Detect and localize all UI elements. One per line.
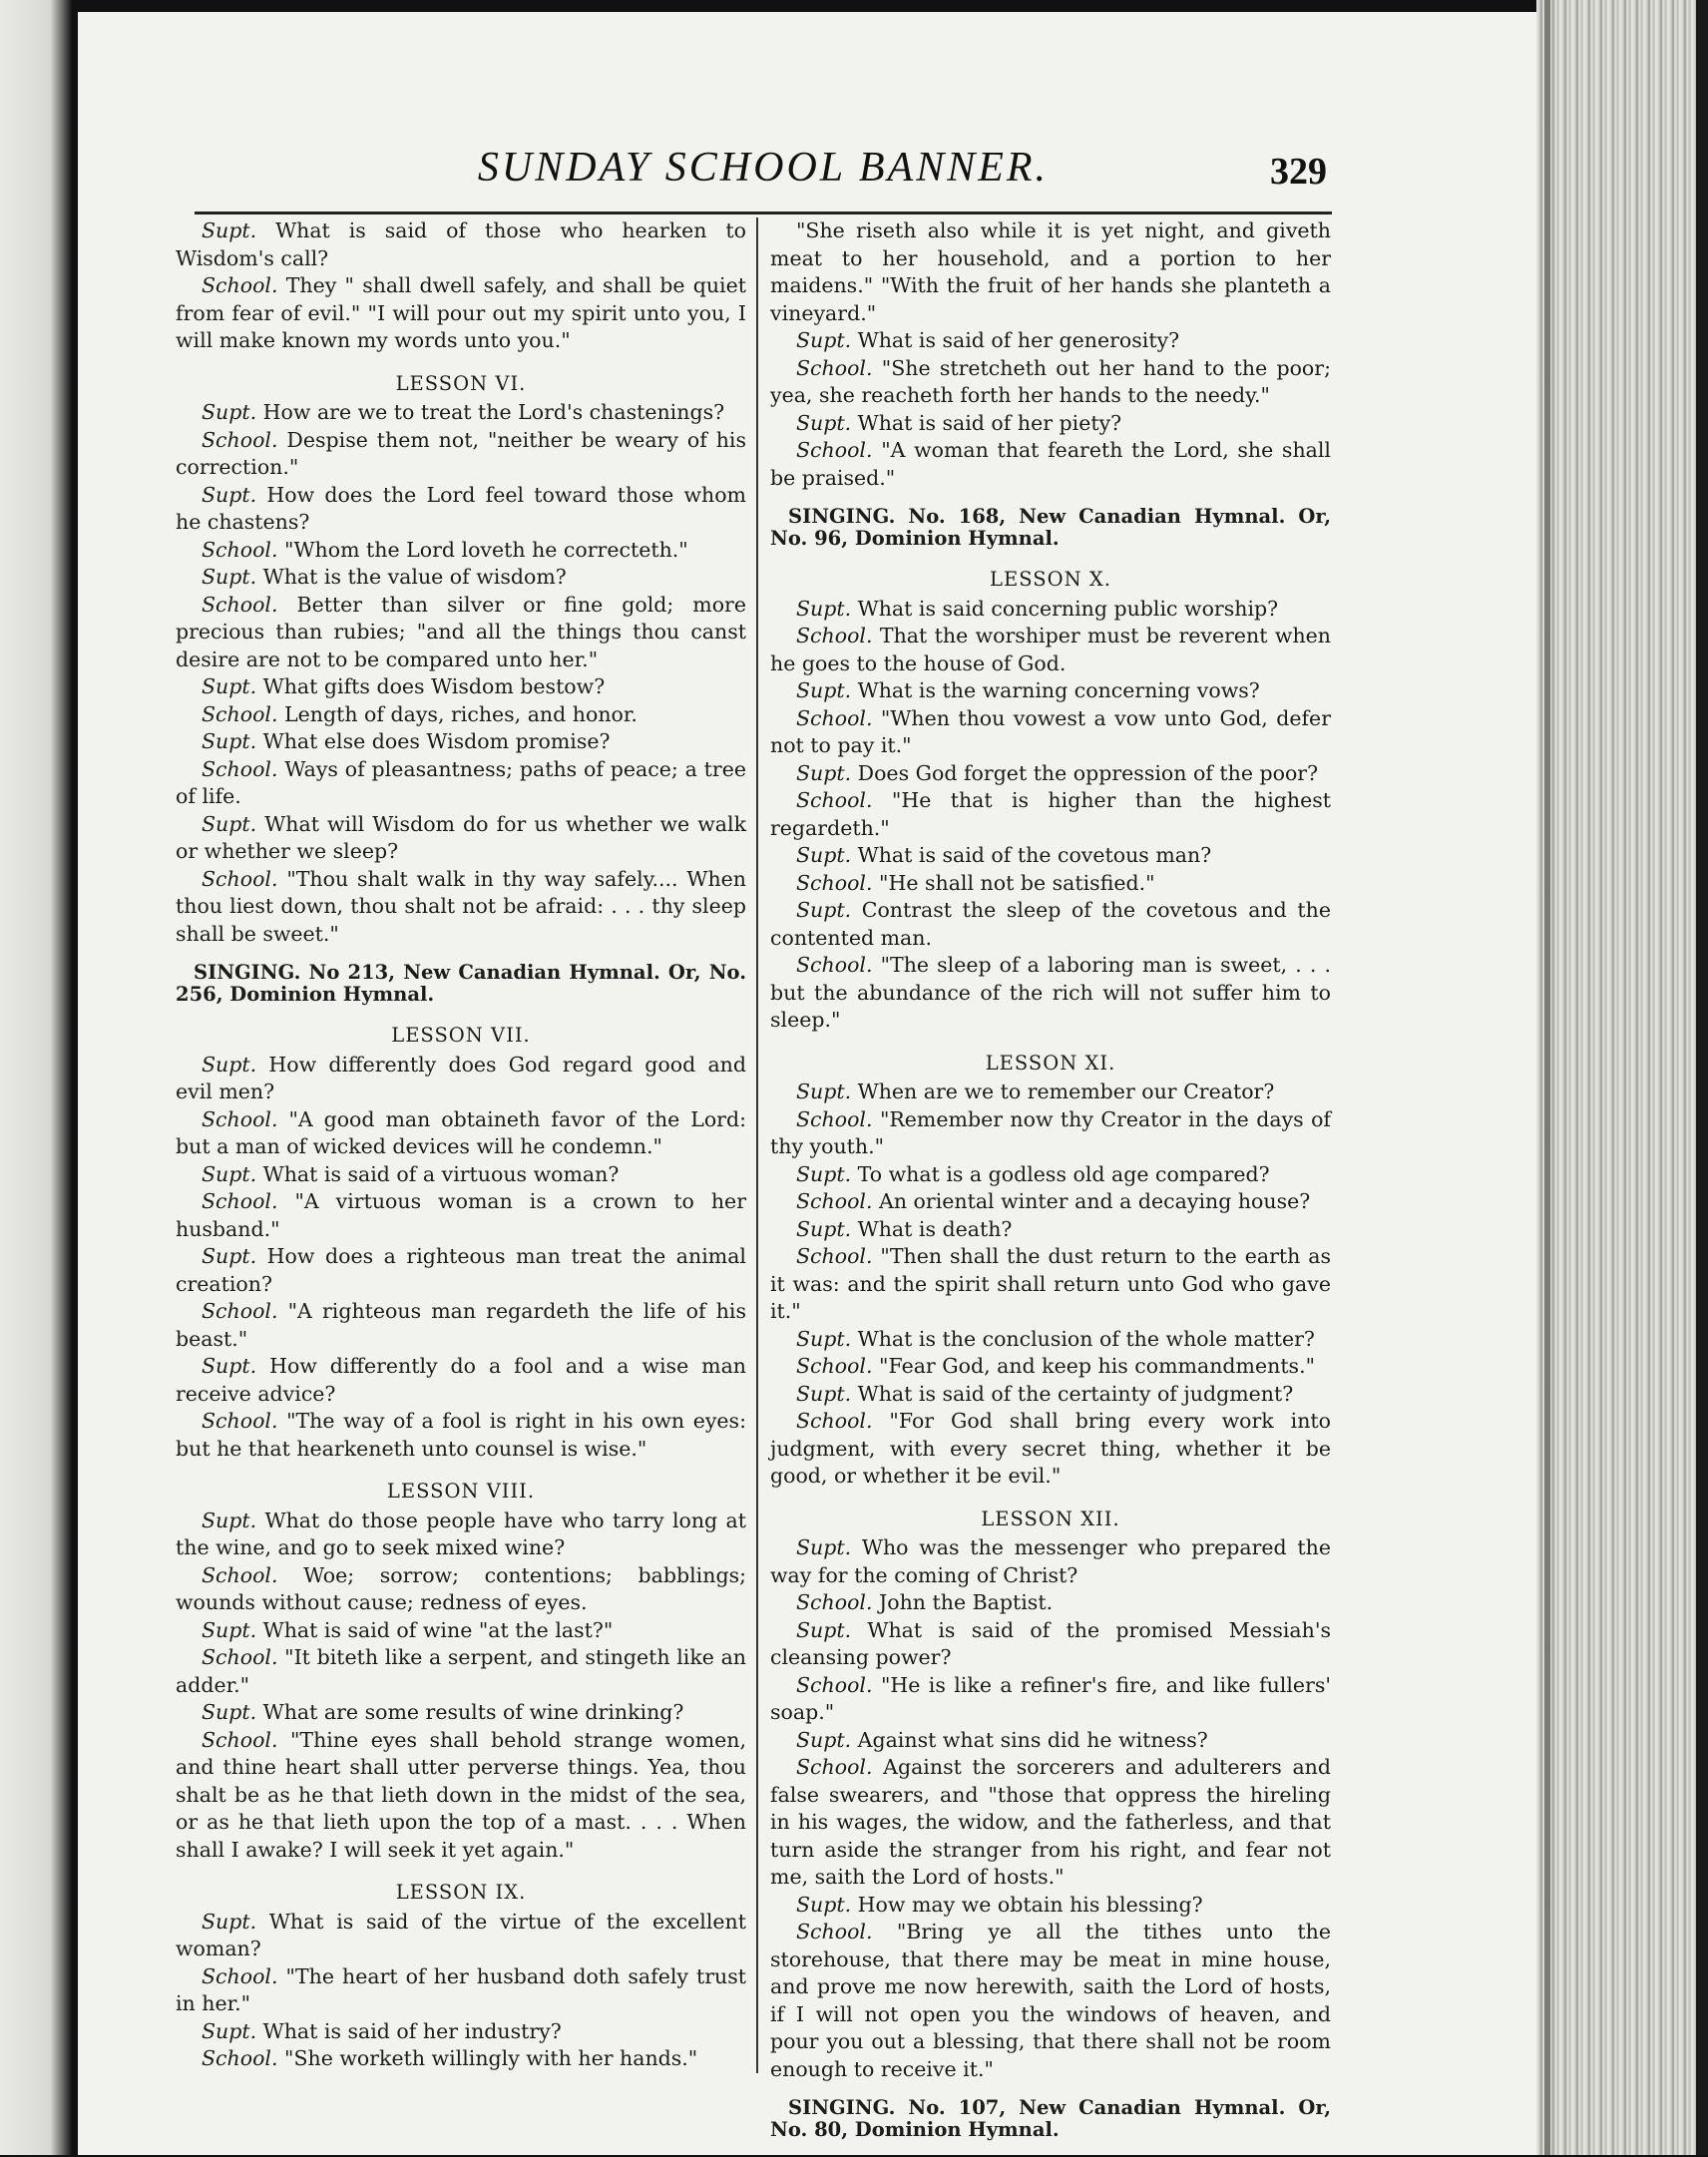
qa-entry [770,787,1331,842]
speaker-label: School. [202,1106,278,1131]
speaker-label: School. [202,1409,278,1433]
qa-entry [176,1562,746,1617]
qa-entry [176,592,746,674]
singing-label: SINGING. [788,505,896,528]
qa-entry [176,217,746,272]
column-divider [756,217,758,2073]
entry-text: Woe; sorrow; contentions; babblings; wounds without cause; redness of eyes. [176,1562,746,1614]
entry-text: "A virtuous woman is a crown to her husband." [176,1189,746,1241]
qa-entry [176,1052,746,1106]
entry-text: Ways of pleasantness; paths of peace; a tree of life. [176,756,746,808]
speaker-label: School. [796,438,873,462]
qa-entry [770,1326,1331,1354]
entry-text: "The way of a fool is right in his own eyes: but he that hearkeneth unto counsel is wise." [176,1409,746,1461]
lesson-heading: LESSON X. [990,568,1111,591]
entry-text: Contrast the sleep of the covetous and the contented man. [770,898,1331,950]
speaker-label: School. [202,427,278,452]
singing-label: SINGING. [194,961,301,984]
running-title: SUNDAY SCHOOL BANNER. [477,145,1050,191]
speaker-label: Supt. [796,1535,852,1559]
qa-entry [176,1161,746,1189]
speaker-label: School. [796,1189,873,1213]
speaker-label: Supt. [202,1617,257,1642]
entry-text: "It biteth like a serpent, and stingeth like an adder." [176,1645,746,1697]
qa-entry [770,355,1331,410]
entry-text: "A good man obtaineth favor of the Lord: but a man of wicked devices will he condemn." [176,1106,746,1158]
qa-entry [770,1617,1331,1672]
entry-text: When are we to remember our Creator? [857,1079,1275,1103]
speaker-label: Supt. [796,898,852,922]
qa-entry [176,1353,746,1408]
speaker-label: School. [202,1727,278,1752]
qa-entry [770,1892,1331,1920]
entry-text: How may we obtain his blessing? [857,1892,1203,1917]
entry-text: How does the Lord feel toward those whom he chastens? [176,482,746,534]
entry-text: What is said of the virtue of the excellent woman? [176,1909,746,1960]
entry-text: How does a righteous man treat the animal creation? [176,1244,746,1296]
entry-text: What do those people have who tarry long at the wine, and go to seek mixed wine? [176,1508,746,1559]
qa-entry [770,760,1331,788]
speaker-label: Supt. [796,1892,852,1917]
speaker-label: School. [796,1354,873,1378]
entry-text: What is said of the covetous man? [857,843,1212,867]
qa-entry [770,437,1331,492]
qa-entry [176,756,746,811]
entry-text: What is the conclusion of the whole matter? [857,1326,1315,1351]
qa-entry [176,1188,746,1243]
qa-entry [770,623,1331,677]
qa-entry [176,482,746,537]
left-column [176,217,746,2073]
qa-entry [770,705,1331,760]
entry-text: What is said concerning public worship? [857,596,1279,621]
qa-entry [770,870,1331,898]
speaker-label: Supt. [202,1244,257,1268]
entry-text: Against the sorcerers and adulterers and false swearers, and "those that oppress the hireling in his wages, the widow, and the fatherless, and that turn aside the stranger from his right, and fear not me, saith the Lord of hosts." [770,1755,1331,1889]
entry-text: "Thou shalt walk in thy way safely.... When thou liest down, thou shalt not be afraid: . . . thy sleep shall be sweet." [176,866,746,946]
qa-entry [770,842,1331,870]
entry-text: "He shall not be satisfied." [879,870,1155,895]
qa-entry [770,596,1331,624]
entry-text: "She worketh willingly with her hands." [284,2046,698,2070]
speaker-label: Supt. [796,596,852,621]
entry-text: Better than silver or fine gold; more precious than rubies; "and all the things thou canst desire are not to be compared unto her." [176,592,746,671]
singing-note [770,2097,1331,2141]
entry-text: Against what sins did he witness? [857,1727,1208,1752]
qa-entry [176,866,746,949]
qa-entry [176,1909,746,1963]
qa-entry [176,1699,746,1727]
speaker-label: School. [796,705,873,730]
speaker-label: Supt. [202,1508,257,1532]
entry-text: Despise them not, "neither be weary of his correction." [176,427,746,479]
lesson-heading: LESSON XI. [985,1051,1116,1075]
entry-text: "Thine eyes shall behold strange women, and thine heart shall utter perverse things. Yea, thou shalt be as he that lieth down in the midst of the sea, or as he that lieth upon the top of a mast. . . . When shall I awake? I will seek it yet again." [176,1727,746,1862]
header-rule [195,212,1332,215]
speaker-label: Supt. [796,760,852,785]
qa-entry [770,1106,1331,1161]
singing-text: No. 107, New Canadian Hymnal. Or, No. 80, Dominion Hymnal. [770,2096,1331,2141]
qa-entry [176,1408,746,1463]
singing-label: SINGING. [788,2096,896,2119]
speaker-label: School. [796,624,873,647]
entry-text: "Then shall the dust return to the earth as it was: and the spirit shall return unto God who gave it." [770,1244,1331,1323]
entry-text: How differently does God regard good and evil men? [176,1052,746,1103]
entry-text: "When thou vowest a vow unto God, defer not to pay it." [770,705,1331,757]
qa-entry [176,1106,746,1161]
speaker-label: School. [202,273,278,297]
qa-entry [770,1534,1331,1589]
qa-entry [770,1408,1331,1491]
speaker-label: Supt. [202,2018,257,2043]
qa-entry [770,1161,1331,1189]
entry-text: What is said of the promised Messiah's cleansing power? [770,1617,1331,1669]
entry-text: "Remember now thy Creator in the days of thy youth." [770,1106,1331,1158]
entry-text: What is said of a virtuous woman? [262,1161,620,1186]
qa-entry [770,1672,1331,1727]
entry-text: What is death? [857,1216,1013,1241]
paragraph: "She riseth also while it is yet night, and giveth meat to her household, and a portion to her maidens." "With the fruit of her hands she planteth a vineyard." [770,218,1331,325]
entry-text: "The heart of her husband doth safely trust in her." [176,1963,746,2015]
speaker-label: Supt. [202,482,257,507]
speaker-label: School. [202,537,278,562]
qa-entry [770,1727,1331,1755]
speaker-label: School. [796,355,873,380]
speaker-label: Supt. [202,674,257,698]
speaker-label: Supt. [202,811,257,836]
lesson-heading: LESSON VIII. [386,1480,536,1503]
qa-entry [176,399,746,427]
speaker-label: School. [202,1562,278,1587]
entry-text: What are some results of wine drinking? [262,1700,684,1724]
speaker-label: School. [796,953,873,977]
entry-text: How are we to treat the Lord's chastenings? [262,400,725,424]
entry-text: How differently do a fool and a wise man receive advice? [176,1354,746,1406]
facing-page-edge [0,0,72,2155]
qa-entry [176,1963,746,2018]
entry-text: John the Baptist. [879,1590,1054,1614]
entry-text: What gifts does Wisdom bestow? [262,674,606,698]
qa-entry [176,673,746,701]
speaker-label: Supt. [796,1079,852,1103]
entry-text: "The sleep of a laboring man is sweet, . . . but the abundance of the rich will not suffer him to sleep." [770,953,1331,1032]
entry-text: Who was the messenger who prepared the way for the coming of Christ? [770,1535,1331,1587]
speaker-label: Supt. [796,1161,852,1186]
qa-entry [176,1298,746,1353]
speaker-label: Supt. [202,218,257,242]
entry-text: What will Wisdom do for us whether we walk or whether we sleep? [176,811,746,863]
qa-entry [770,1078,1331,1106]
speaker-label: Supt. [202,1354,257,1378]
qa-entry [176,1617,746,1645]
qa-entry [176,811,746,866]
scan-border [1696,0,1708,2155]
speaker-label: School. [202,1299,278,1323]
speaker-label: School. [202,2046,278,2070]
speaker-label: School. [202,756,278,781]
entry-text: An oriental winter and a decaying house? [879,1189,1311,1213]
qa-entry [770,1243,1331,1326]
entry-text: To what is a godless old age compared? [857,1161,1270,1186]
speaker-label: School. [796,870,873,895]
qa-entry [770,1381,1331,1409]
qa-entry [176,1243,746,1298]
entry-text: They " shall dwell safely, and shall be quiet from fear of evil." "I will pour out my spirit unto you, I will make known my words unto you." [176,273,746,352]
entry-text: What else does Wisdom promise? [262,729,611,753]
entry-text: What is said of the certainty of judgment? [857,1381,1294,1406]
singing-text: No 213, New Canadian Hymnal. Or, No. 256, Dominion Hymnal. [176,961,746,1006]
qa-entry [176,564,746,592]
right-column [770,217,1331,2157]
qa-entry [176,427,746,482]
lesson-heading: LESSON IX. [395,1881,527,1904]
entry-text: What is the warning concerning vows? [857,678,1260,702]
speaker-label: School. [796,1920,873,1943]
lesson-heading: LESSON VI. [395,371,527,395]
entry-text: "He that is higher than the highest regardeth." [770,788,1331,840]
entry-text: What is said of wine "at the last?" [262,1617,614,1642]
qa-entry [176,1644,746,1699]
qa-entry [770,1188,1331,1216]
qa-entry [770,1216,1331,1244]
entry-text: What is said of her generosity? [857,328,1180,352]
speaker-label: School. [796,1755,873,1779]
qa-entry [770,1754,1331,1892]
speaker-label: Supt. [796,1617,852,1642]
speaker-label: Supt. [796,678,852,702]
qa-entry [176,728,746,756]
page-number: 329 [1270,151,1327,193]
speaker-label: School. [796,1672,873,1697]
page-edges [1536,0,1708,2155]
speaker-label: Supt. [202,565,257,589]
qa-entry [176,701,746,729]
qa-entry [770,410,1331,438]
speaker-label: School. [202,701,278,726]
singing-note [176,962,746,1006]
qa-entry [176,537,746,565]
speaker-label: School. [796,788,873,812]
speaker-label: School. [796,1244,873,1268]
speaker-label: Supt. [202,1052,257,1077]
entry-text: What is the value of wisdom? [262,565,567,589]
speaker-label: Supt. [796,1326,852,1351]
qa-entry [770,327,1331,355]
page-header [190,140,1337,210]
qa-entry [770,897,1331,952]
qa-entry [176,272,746,355]
speaker-label: School. [796,1106,873,1131]
speaker-label: School. [202,1189,278,1213]
qa-entry [770,952,1331,1035]
lesson-heading: LESSON XII. [981,1507,1120,1530]
speaker-label: Supt. [796,1216,852,1241]
speaker-label: Supt. [796,328,852,352]
singing-note [770,506,1331,550]
qa-entry [770,1919,1331,2083]
qa-entry [176,2045,746,2073]
entry-text: "Fear God, and keep his commandments." [879,1354,1316,1378]
entry-text: What is said of those who hearken to Wisdom's call? [176,218,746,270]
speaker-label: Supt. [202,1909,257,1934]
speaker-label: School. [796,1590,873,1614]
speaker-label: Supt. [796,1727,852,1752]
speaker-label: Supt. [202,1161,257,1186]
speaker-label: Supt. [796,843,852,867]
entry-text: Does God forget the oppression of the poor? [857,760,1319,785]
entry-text: What is said of her piety? [857,410,1122,435]
speaker-label: School. [202,1963,278,1988]
qa-entry [176,1727,746,1865]
qa-entry [770,1353,1331,1381]
entry-text: Length of days, riches, and honor. [284,701,638,726]
speaker-label: School. [202,592,278,617]
speaker-label: Supt. [796,410,852,435]
speaker-label: Supt. [796,1381,852,1406]
speaker-label: Supt. [202,729,257,753]
speaker-label: School. [202,866,278,891]
entry-text: "Whom the Lord loveth he correcteth." [284,537,688,562]
entry-text: What is said of her industry? [262,2018,562,2043]
page-edge-shadow [1544,0,1550,2155]
entry-text: "A righteous man regardeth the life of his beast." [176,1299,746,1351]
lesson-heading: LESSON VII. [391,1024,531,1047]
qa-entry [770,1589,1331,1617]
speaker-label: Supt. [202,400,257,424]
qa-entry [770,677,1331,705]
speaker-label: Supt. [202,1700,257,1724]
singing-text: No. 168, New Canadian Hymnal. Or, No. 96, Dominion Hymnal. [770,505,1331,550]
speaker-label: School. [796,1409,873,1433]
qa-entry [176,1508,746,1562]
entry-text: "Bring ye all the tithes unto the storehouse, that there may be meat in mine house, and prove me now herewith, saith the Lord of hosts, if I will not open you the windows of heaven, and pour you out a blessing, that there shall not be room enough to receive it." [770,1920,1331,2081]
entry-text: "He is like a refiner's fire, and like fullers' soap." [770,1672,1331,1724]
entry-text: "For God shall bring every work into judgment, with every secret thing, whether it be good, or whether it be evil." [770,1409,1331,1488]
entry-text: "A woman that feareth the Lord, she shall be praised." [770,438,1331,490]
entry-text: That the worshiper must be reverent when he goes to the house of God. [770,624,1331,675]
entry-text: "She stretcheth out her hand to the poor; yea, she reacheth forth her hands to the needy." [770,355,1331,407]
qa-entry [176,2018,746,2046]
speaker-label: School. [202,1645,278,1669]
